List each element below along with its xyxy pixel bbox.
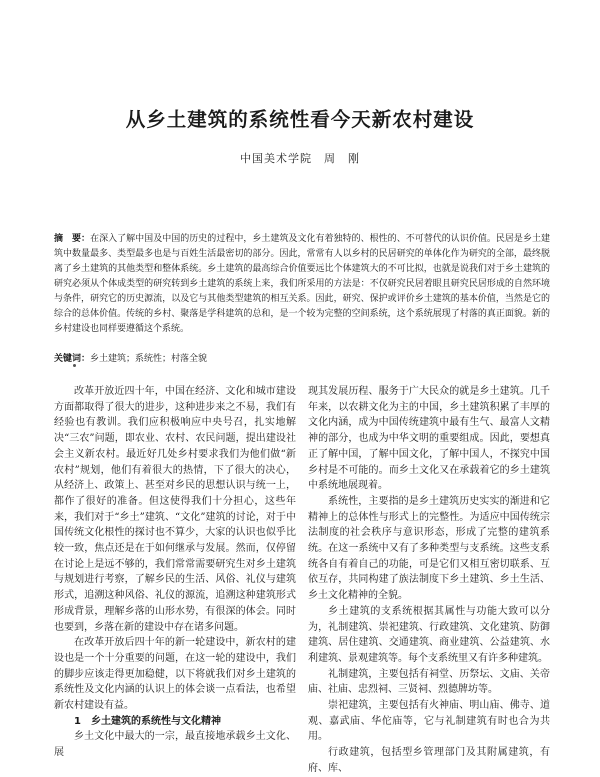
keywords-label: 关键词： — [54, 354, 91, 364]
body-paragraph: 行政建筑，包括型乡管理部门及其附属建筑，有府、库、 — [308, 747, 550, 774]
body-paragraph: 乡土文化中最大的一宗，最直接地承载乡土文化、展 — [54, 731, 296, 759]
body-paragraph: 乡土建筑的支系统根据其属性与功能大致可以分为，礼制建筑、崇祀建筑、行政建筑、文化建筑、防御建筑、居住建筑、交通建筑、商业建筑、公益建筑、水利建筑、景观建筑等。每个支系统里又有许多种建筑。 — [308, 605, 550, 664]
abstract-label: 摘 要： — [54, 234, 91, 244]
body-paragraph: 改革开放近四十年，中国在经济、文化和城市建设方面都取得了很大的进步，这种进步来之不易，我们有经验也有教训。我们应积极响应中央号召，扎实地解决“三农”问题，即农业、农村、农民问题，提出建设社会主义新农村。最近好几处乡村要求我们为他们做“新农村”规划，他们有着很大的热情，下了很大的决心，从经济上、政策上、甚至对乡民的思想认识与统一上，都作了很好的准备。但这使得我们十分担心，这些年来，我们对于“乡土”建筑、“文化”建筑的讨论，对于中国传统文化根性的探讨也不算少，大家的认识也似乎比较一致，焦点还是在于如何继承与发展。然而，仅停留在讨论上是远不够的，我们常常需要研究生对乡土建筑与规划进行考察，了解乡民的生活、风俗、礼仪与建筑形式，追溯这种风俗、礼仪的源流，追溯这种建筑形式形成背景，理解乡落的山形水势，有很深的体会。同时也要到，乡落在新的建设中存在诸多问题。 — [54, 386, 296, 633]
paper-title: 从乡土建筑的系统性看今天新农村建设 — [125, 108, 475, 131]
body-paragraph: 在改革开放后四十年的新一轮建设中，新农村的建设也是一个十分重要的问题，在这一轮的建设中，我们的脚步应该走得更加稳健，以下将就我们对乡土建筑的系统性及文化内涵的认识上的体会谈一点看法，也希望新农村建设有益。 — [54, 637, 296, 712]
section-heading: 1 乡土建筑的系统性与文化精神 — [74, 715, 221, 727]
left-column — [54, 384, 296, 761]
keywords — [54, 352, 550, 367]
keywords-text: 乡土建筑；系统性；村落全貌 — [90, 354, 208, 364]
abstract — [54, 232, 550, 337]
body-paragraph: 系统性，主要指的是乡土建筑历史实实的渐进和它精神上的总体性与形式上的完整性。为适应中国传统宗法制度的社会秩序与意识形态，形成了完整的建筑系统。在这一系统中又有了多种类型与支系统。这些支系统各自有着自己的功能，可是它们又相互密切联系、互依互存，共同构建了族法制度下乡土建筑、乡土生活、乡土文化精神的全貌。 — [308, 495, 550, 602]
abstract-text: 在深入了解中国及中国的历史的过程中，乡土建筑及文化有着独特的、根性的、不可替代的认识价值。民居是乡土建筑中数量最多、类型最多也是与百姓生活最密切的部分。因此，常常有人以乡村的民居研究的单体化作为研究的全部，最终脱离了乡土建筑的其他类型和整体系统。乡土建筑的最高综合价值要远比个体建筑大的不可比拟，也就是说我们对于乡土建筑的研究必须从个体成类型的研究转到乡土建筑的系统上来，我们所采用的方法是：不仅研究民居着眼且研究民居形成的自然环境与条件，研究它的历史源流，以及它与其他类型建筑的相互关系。因此，研究、保护或评价乡土建筑的基本价值，当然是它的综合的总体价值。传统的乡村、聚落是学科建筑的总和，是一个较为完整的空间系统，这个系统展现了村落的真正面貌。新的乡村建设也同样要遵循这个系统。 — [54, 234, 550, 334]
separator-dot — [73, 364, 76, 367]
right-column — [308, 384, 550, 777]
body-paragraph: 现其发展历程、服务于广大民众的就是乡土建筑。几千年来，以农耕文化为主的中国，乡土建筑积累了丰厚的文化内涵，成为中国传统建筑中最有生气、最富人文精神的部分，也成为中华文明的重要组成。因此，要想真正了解中国，了解中国文化，了解中国人，不探究中国乡村是不可能的。而乡土文化又在承载着它的乡土建筑中系统地展现着。 — [308, 386, 550, 492]
body-paragraph: 礼制建筑，主要包括有祠堂、历祭坛、文庙、关帝庙、社庙、忠烈祠、三贤祠、烈德牌坊等。 — [308, 668, 550, 696]
body-paragraph: 崇祀建筑，主要包括有火神庙、明山庙、佛寺、道观、嘉武庙、华佗庙等，它与礼制建筑有时也合为共用。 — [308, 700, 550, 743]
author-line: 中国美术学院 周 刚 — [240, 152, 360, 165]
